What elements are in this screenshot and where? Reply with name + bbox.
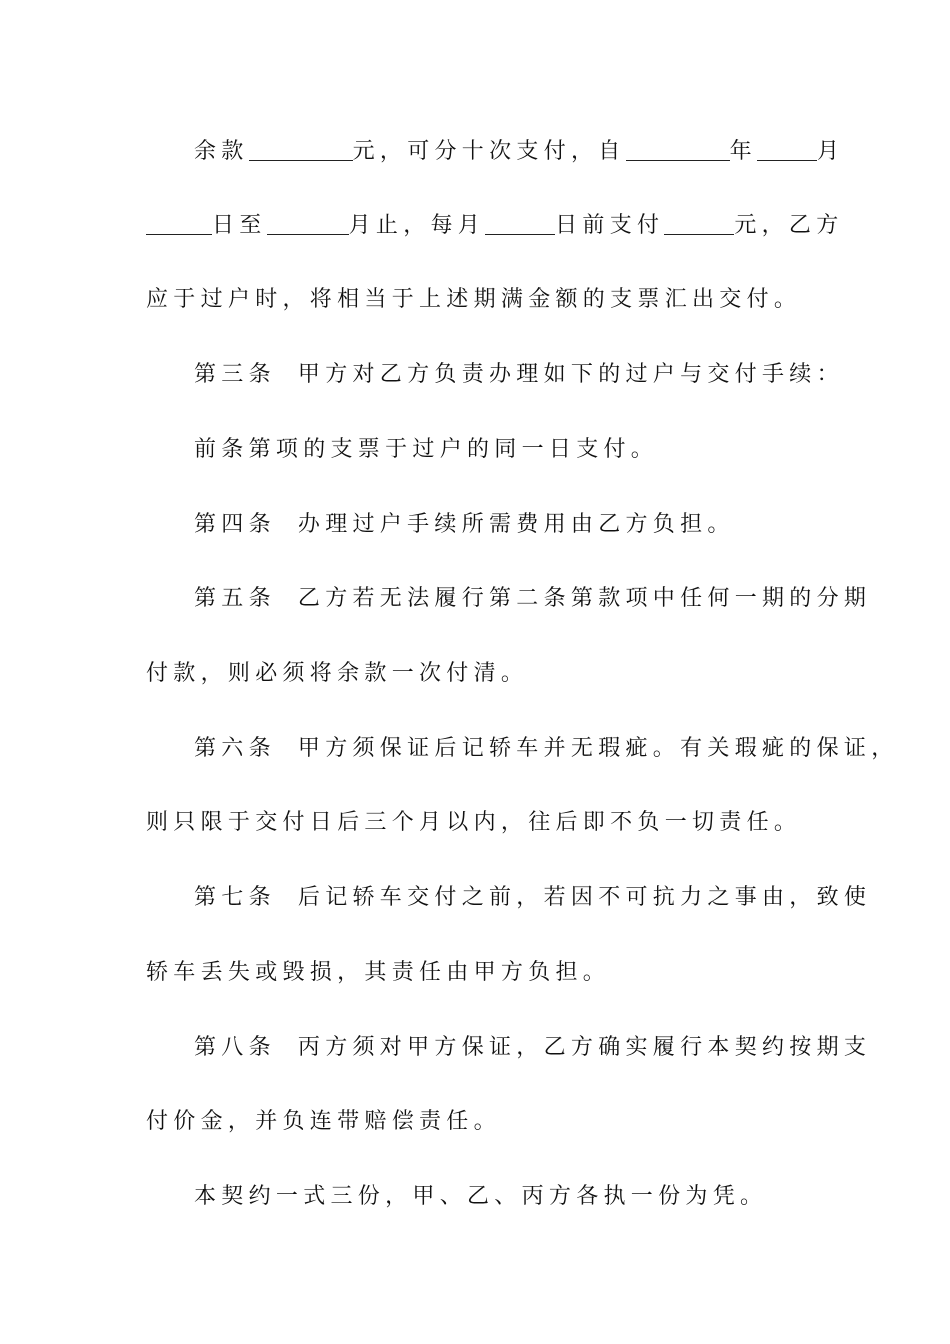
article-3: [194, 357, 874, 393]
blank-field-end-month: [267, 212, 349, 235]
text-day-to: 日至: [212, 213, 267, 238]
blank-field-year: [626, 138, 730, 161]
text-year: 年: [729, 139, 757, 164]
text-balance: 余款: [194, 139, 249, 164]
article-4-body: 办理过户手续所需费用由乙方负担。: [297, 512, 735, 537]
article-6-continued: 则只限于交付日后三个月以内，往后即不负一切责任。: [146, 810, 802, 835]
article-8-continued: 付价金，并负连带赔偿责任。: [146, 1109, 501, 1134]
text-installments: 元，可分十次支付，自: [352, 139, 626, 164]
text-yuan-party-b: 元，乙方: [734, 213, 844, 238]
article-5-body: 乙方若无法履行第二条第款项中任何一期的分期: [297, 586, 872, 611]
article-3-body: 甲方对乙方负责办理如下的过户与交付手续：: [297, 362, 844, 387]
article-7-continued: 轿车丢失或毁损，其责任由甲方负担。: [146, 960, 611, 985]
article-8-heading: 第八条: [194, 1035, 276, 1060]
text-month: 月: [816, 139, 845, 164]
article-7-heading: 第七条: [194, 885, 276, 910]
blank-field-pay-amount: [664, 212, 734, 235]
text-pay-before: 日前支付: [555, 213, 665, 238]
paragraph-balance-line-2: [146, 208, 844, 244]
article-3-item: 前条第项的支票于过户的同一日支付。: [194, 437, 659, 462]
article-5-continued: 付款，则必须将余款一次付清。: [146, 661, 529, 686]
blank-field-pay-day: [485, 212, 555, 235]
closing-statement: 本契约一式三份，甲、乙、丙方各执一份为凭。: [194, 1184, 768, 1209]
article-7-body: 后记轿车交付之前，若因不可抗力之事由，致使: [297, 885, 872, 910]
article-4-heading: 第四条: [194, 512, 276, 537]
article-7: [194, 880, 874, 916]
blank-field-month: [757, 138, 817, 161]
blank-field-amount: [249, 138, 353, 161]
article-6-body: 甲方须保证后记轿车并无瑕疵。有关瑕疵的保证，: [297, 736, 899, 761]
article-5: [194, 581, 874, 617]
paragraph-balance-line-1: [194, 134, 874, 170]
article-3-heading: 第三条: [194, 362, 276, 387]
article-6-heading: 第六条: [194, 736, 276, 761]
paragraph-balance-line-3: 应于过户时，将相当于上述期满金额的支票汇出交付。: [146, 287, 802, 312]
article-5-heading: 第五条: [194, 586, 276, 611]
article-8: [194, 1030, 874, 1066]
blank-field-day: [146, 212, 212, 235]
article-4: [194, 507, 874, 543]
text-monthly: 月止，每月: [348, 213, 486, 238]
article-6: [194, 731, 899, 767]
article-8-body: 丙方须对甲方保证，乙方确实履行本契约按期支: [297, 1035, 872, 1060]
